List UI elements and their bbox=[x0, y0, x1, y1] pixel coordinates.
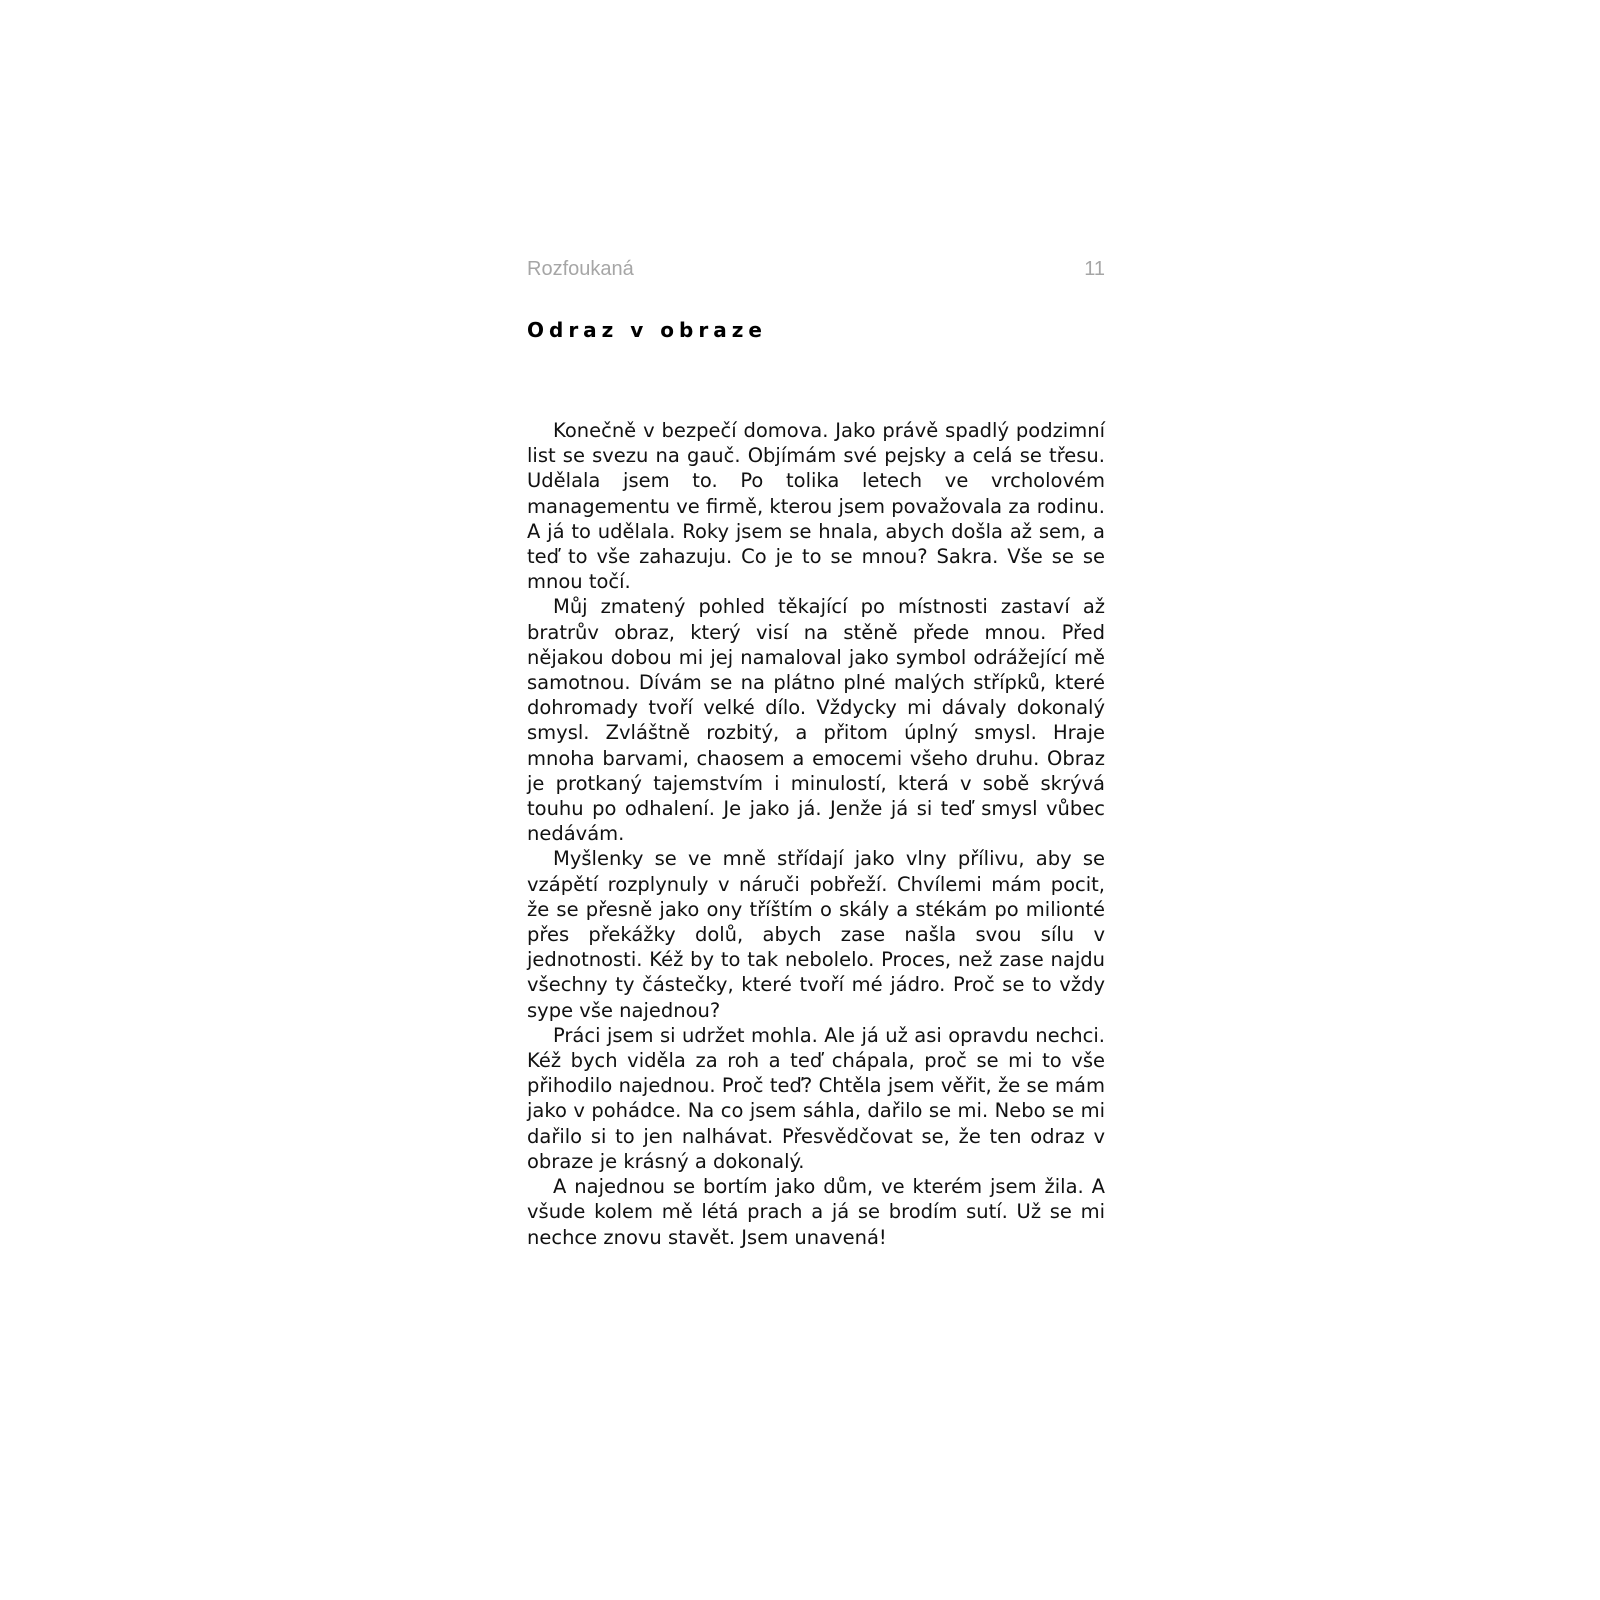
paragraph: A najednou se bortím jako dům, ve kterém jsem žila. A všude kolem mě létá prach a já se brodím sutí. Už se mi nechce znovu stavět. Jsem unavená! bbox=[527, 1175, 1105, 1249]
page-number: 11 bbox=[1084, 258, 1105, 280]
paragraph: Myšlenky se ve mně střídají jako vlny přílivu, aby se vzápětí rozplynuly v náruči pobřeží. Chvílemi mám pocit, že se přesně jako ony tříštím o skály a stékám po milionté přes překážky dolů, abych zase našla svou sílu v jednotnosti. Kéž by to tak nebolelo. Proces, než zase najdu všechny ty částečky, které tvoří mé jádro. Proč se to vždy sype vše najednou? bbox=[527, 847, 1105, 1022]
paragraph: Práci jsem si udržet mohla. Ale já už asi opravdu nechci. Kéž bych viděla za roh a teď chápala, proč se mi to vše přihodilo najednou. Proč teď? Chtěla jsem věřit, že se mám jako v pohádce. Na co jsem sáhla, dařilo se mi. Nebo se mi dařilo si to jen nalhávat. Přesvědčovat se, že ten odraz v obraze je krásný a dokonalý. bbox=[527, 1023, 1105, 1173]
running-title: Rozfoukaná bbox=[527, 258, 634, 280]
running-header bbox=[527, 258, 1105, 288]
book-page bbox=[527, 0, 1105, 1600]
paragraph: Konečně v bezpečí domova. Jako právě spadlý podzimní list se svezu na gauč. Objímám své pejsky a celá se třesu. Udělala jsem to. Po tolika letech ve vrcholovém managementu ve firmě, kterou jsem považovala za rodinu. A já to udělala. Roky jsem se hnala, abych došla až sem, a teď to vše zahazuju. Co je to se mnou? Sakra. Vše se se mnou točí. bbox=[527, 419, 1105, 594]
paragraph: Můj zmatený pohled těkající po místnosti zastaví až bratrův obraz, který visí na stěně přede mnou. Před nějakou dobou mi jej namaloval jako symbol odrážející mě samotnou. Dívám se na plátno plné malých střípků, které dohromady tvoří velké dílo. Vždycky mi dávaly dokonalý smysl. Zvláštně rozbitý, a přitom úplný smysl. Hraje mnoha barvami, chaosem a emocemi všeho druhu. Obraz je protkaný tajemstvím i minulostí, která v sobě skrývá touhu po odhalení. Je jako já. Jenže já si teď smysl vůbec nedávám. bbox=[527, 595, 1105, 846]
chapter-body bbox=[527, 418, 1105, 1250]
chapter-title: Odraz v obraze bbox=[527, 318, 767, 342]
